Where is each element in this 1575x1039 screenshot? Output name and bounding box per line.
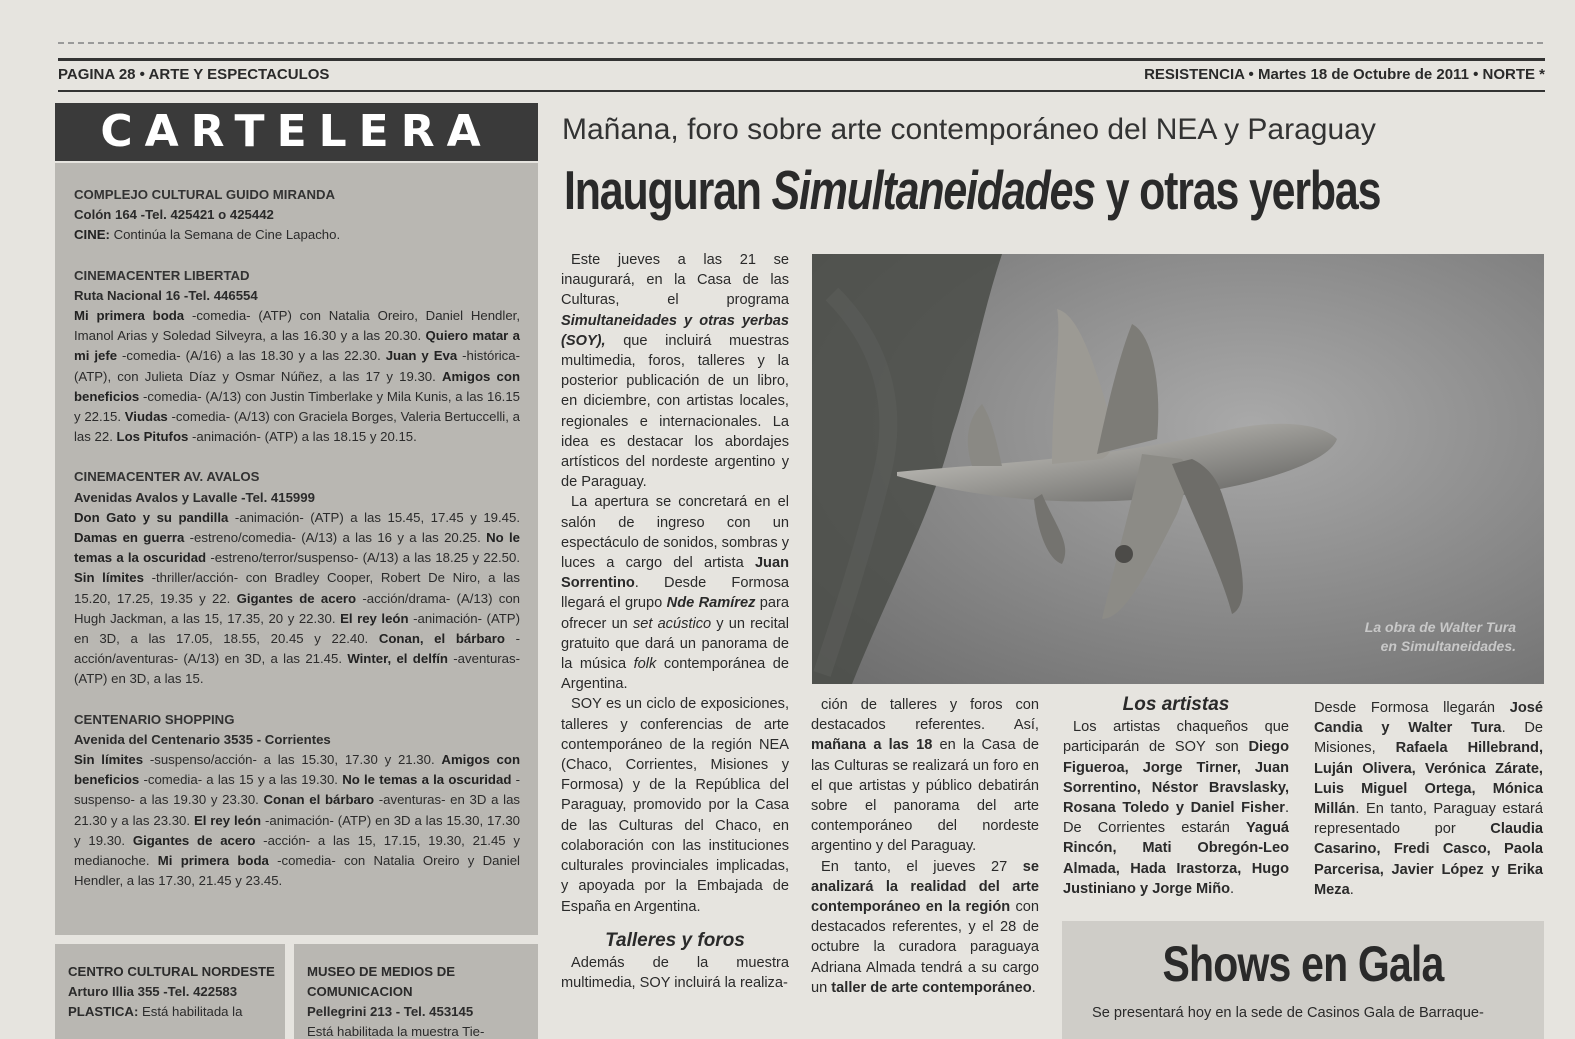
cartelera-listings (55, 163, 538, 935)
venue-listing (74, 266, 520, 448)
article-headline: Inauguran Simultaneidades y otras yerbas (564, 159, 1381, 221)
shows-box (1062, 921, 1544, 1039)
article-column-3 (1063, 695, 1289, 899)
article-column-4 (1314, 698, 1543, 900)
article-paragraph: ción de talleres y foros con destacados referentes. Así, mañana a las 18 en la Casa de las Culturas se realizará un foro en el que artistas y público debatirán sobre el panorama del arte contemporáneo del nordeste argentino y del Paraguay. (811, 697, 1039, 855)
venue-name: CINEMACENTER LIBERTAD (74, 267, 250, 283)
venue-program: Sin límites -suspenso/acción- a las 15.30, 17.30 y 21.30. Amigos con beneficios -comedia- a las 15 y a las 19.30. No le temas a la oscuridad -suspenso- a las 19.30 y 23.30. Conan el bárbaro -aventuras- en 3D a las 21.30 y a las 23.30. El rey león -animación- (ATP) en 3D a las 15.30, 17.30 y 19.30. Gigantes de acero -acción- a las 15, 17.15, 19.30, 21.45 y medianoche. Mi primera boda -comedia- con Natalia Oreiro y Daniel Hendler, a las 17.30, 21.45 y 23.45. (74, 752, 521, 889)
article-kicker: Mañana, foro sobre arte contemporáneo del NEA y Paraguay (562, 113, 1376, 146)
article-paragraph: Además de la muestra multimedia, SOY incluirá la realiza- (561, 954, 789, 992)
article-column-2 (811, 695, 1039, 998)
venue-listing (74, 710, 520, 892)
section-label: PAGINA 28 • ARTE Y ESPECTACULOS (58, 66, 330, 83)
venue-program: Mi primera boda -comedia- (ATP) con Natalia Oreiro, Daniel Hendler, Imanol Arias y Soledad Silveyra, a las 16.30 y a las 20.30. Quiero matar a mi jefe -comedia- (A/16) a las 18.30 y a las 22.30. Juan y Eva -histórica- (ATP), con Julieta Díaz y Osmar Núñez, a las 17 y 19.30. Amigos con beneficios -comedia- (A/13) con Justin Timberlake y Mila Kunis, a las 16.15 y 22.15. Viudas -comedia- (A/13) con Graciela Borges, Valeria Bertuccelli, a las 22. Los Pitufos -animación- (ATP) a las 18.15 y 20.15. (74, 308, 520, 445)
shows-title: Shows en Gala (1162, 936, 1444, 992)
venue-body: Está habilitada la (138, 1004, 243, 1019)
venue-address: Pellegrini 213 - Tel. 453145 (307, 1004, 474, 1019)
subhead-talleres: Talleres y foros (605, 929, 745, 951)
venue-listing (74, 185, 520, 246)
header-rule-top (58, 58, 1545, 61)
venue-name: CENTRO CULTURAL NORDESTE (68, 964, 275, 979)
venue-box-centro-cultural (55, 944, 285, 1039)
venue-body-label: PLASTICA: (68, 1004, 139, 1019)
venue-address: Avenida del Centenario 3535 - Corrientes (74, 731, 331, 747)
top-dotted-rule (58, 42, 1543, 44)
venue-name: CINEMACENTER AV. AVALOS (74, 469, 260, 485)
article-column-1 (561, 250, 789, 993)
article-paragraph: Los artistas chaqueños que participarán de SOY son Diego Figueroa, Jorge Tirner, Juan Sorrentino, Néstor Bravslasky, Rosana Toledo y Daniel Fisher. De Corrientes estarán Yaguá Rincón, Mati Obregón-Leo Almada, Hada Irastorza, Hugo Justiniano y Jorge Miño. (1063, 719, 1289, 897)
article-paragraph: Desde Formosa llegarán José Candia y Walter Tura. De Misiones, Rafaela Hillebrand, Luján Olivera, Verónica Zárate, Luis Miguel Ortega, Mónica Millán. En tanto, Paraguay estará representado por Claudia Casarino, Fredi Casco, Paola Parcerisa, Javier López y Erika Meza. (1314, 700, 1543, 898)
venue-body: Está habilitada la muestra Tie- (307, 1024, 485, 1039)
venue-address: Arturo Illia 355 -Tel. 422583 (68, 984, 238, 999)
venue-name: MUSEO DE MEDIOS DE COMUNICACION (307, 964, 456, 999)
venue-name: COMPLEJO CULTURAL GUIDO MIRANDA (74, 187, 336, 202)
shows-text: Se presentará hoy en la sede de Casinos Gala de Barraque- (1092, 1005, 1484, 1021)
venue-box-museo-medios (294, 944, 538, 1039)
photo-caption: La obra de Walter Tura en Simultaneidades. (1364, 619, 1516, 654)
article-paragraph: La apertura se concretará en el salón de ingreso con un espectáculo de sonidos, sombras y luces a cargo del artista Juan Sorrentino. Desde Formosa llegará el grupo Nde Ramírez para ofrecer un set acústico y un recital gratuito que dará un panorama de la música folk contemporánea de Argentina. (561, 494, 790, 693)
venue-address: Ruta Nacional 16 -Tel. 446554 (74, 287, 258, 303)
page-header (58, 66, 1545, 86)
venue-program: CINE: Continúa la Semana de Cine Lapacho. (74, 227, 341, 243)
venue-address: Avenidas Avalos y Lavalle -Tel. 415999 (74, 489, 315, 505)
dateline: RESISTENCIA • Martes 18 de Octubre de 2011 • NORTE * (1144, 66, 1545, 83)
cartelera-title: CARTELERA (55, 103, 538, 161)
venue-listing (74, 467, 520, 689)
venue-address: Colón 164 -Tel. 425421 o 425442 (74, 207, 274, 223)
venue-name: CENTENARIO SHOPPING (74, 711, 235, 727)
venue-program: Don Gato y su pandilla -animación- (ATP) a las 15.45, 17.45 y 19.45. Damas en guerra -estreno/comedia- (A/13) a las 16 y a las 20.25. No le temas a la oscuridad -estreno/terror/suspenso- (A/13) a las 18.25 y 22.50. Sin límites -thriller/acción- con Bradley Cooper, Robert De Niro, a las 15.20, 17.25, 19.35 y 22. Gigantes de acero -acción/drama- (A/13) con Hugh Jackman, a las 15, 17.35, 20 y 22.30. El rey león -animación- (ATP) en 3D, a las 17.05, 18.55, 20.45 y 22.40. Conan, el bárbaro -acción/aventuras- (A/13) en 3D, a las 21.45. Winter, el delfín -aventuras- (ATP) en 3D, a las 15. (74, 509, 520, 687)
header-rule-bottom (58, 90, 1545, 92)
article-paragraph: Este jueves a las 21 se inaugurará, en la Casa de las Culturas, el programa Simultaneidades y otras yerbas (SOY), que incluirá muestras multimedia, foros, talleres y la posterior publicación de un libro, en diciembre, con artistas locales, regionales e internacionales. La idea es destacar los abordajes artísticos del nordeste argentino y de Paraguay. (561, 252, 789, 491)
article-paragraph: SOY es un ciclo de exposiciones, talleres y conferencias de arte contemporáneo de la región NEA (Chaco, Corrientes, Misiones y Formosa) y de la República del Paraguay, promovido por la Casa de las Culturas del Chaco, en colaboración con las instituciones culturales provinciales implicadas, y apoyada por la Embajada de España en Argentina. (561, 696, 789, 915)
article-photo (812, 254, 1544, 684)
article-paragraph: En tanto, el jueves 27 se analizará la realidad del arte contemporáneo en la región con destacados referentes, y el 28 de octubre la curadora paraguaya Adriana Almada tendrá a su cargo un taller de arte contemporáneo. (811, 858, 1039, 996)
subhead-artistas: Los artistas (1122, 694, 1230, 715)
